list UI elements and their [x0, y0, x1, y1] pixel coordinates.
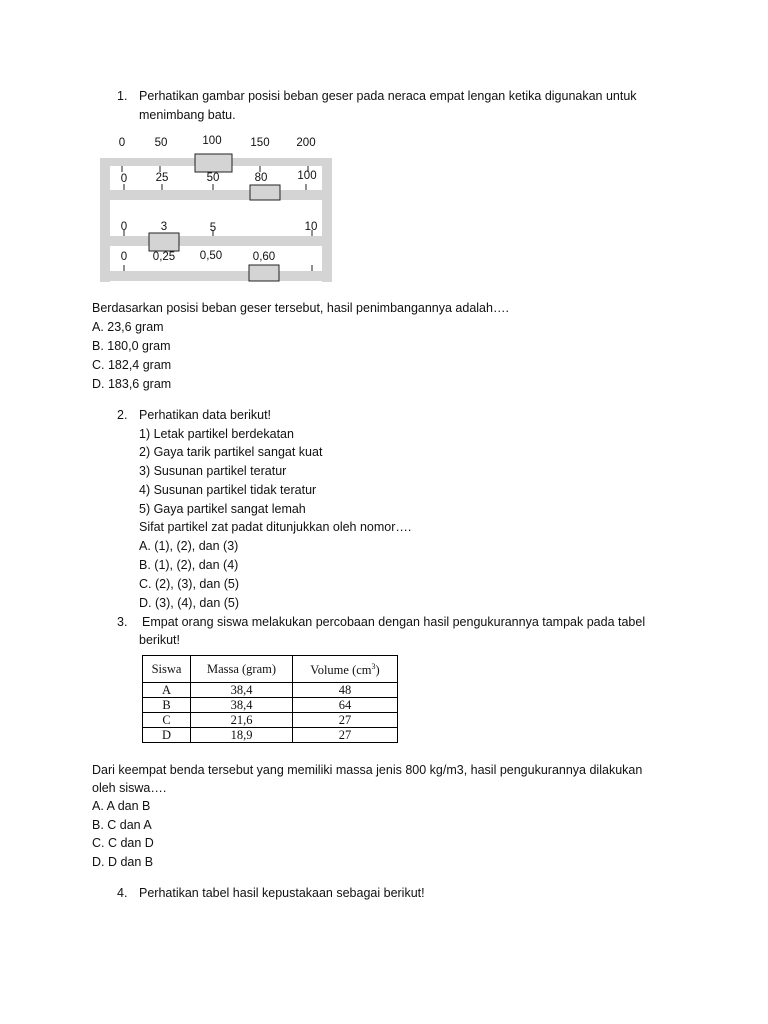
table-row	[143, 728, 398, 743]
frame-right-post	[322, 158, 332, 282]
q1-option-b: B. 180,0 gram	[92, 339, 171, 353]
cell-siswa: C	[143, 713, 191, 728]
arm3-bar	[100, 236, 332, 246]
cell-siswa: D	[143, 728, 191, 743]
cell-massa: 18,9	[191, 728, 293, 743]
q3-option-d: D. D dan B	[92, 855, 154, 869]
rider-arm3	[149, 233, 179, 251]
cell-massa: 38,4	[191, 698, 293, 713]
q2-item-1: 1) Letak partikel berdekatan	[139, 427, 294, 441]
q4-text-line1: Perhatikan tabel hasil kepustakaan sebagai berikut!	[139, 886, 425, 900]
q3-option-b: B. C dan A	[92, 818, 152, 832]
arm1-label-200: 200	[296, 137, 316, 149]
arm1-label-0: 0	[118, 137, 126, 149]
q2-option-d: D. (3), (4), dan (5)	[139, 596, 240, 610]
header-volume-text: Volume (cm	[310, 663, 372, 678]
cell-volume: 64	[293, 698, 398, 713]
header-volume	[293, 656, 398, 683]
arm3-label-10: 10	[304, 221, 318, 233]
q3-question-line1: Dari keempat benda tersebut yang memiliki massa jenis 800 kg/m3, hasil pengukurannya dilakukan	[92, 763, 643, 777]
table-row	[143, 683, 398, 698]
header-volume-exponent: 3	[371, 662, 376, 672]
frame-left-post	[100, 158, 110, 282]
q1-question: Berdasarkan posisi beban geser tersebut, hasil penimbangannya adalah….	[92, 301, 509, 315]
header-volume-close: )	[375, 663, 380, 678]
q3-number: 3.	[117, 615, 128, 629]
arm3-label-3: 3	[160, 221, 168, 233]
arm1-label-50: 50	[154, 137, 168, 149]
q1-option-a: A. 23,6 gram	[92, 320, 164, 334]
four-arm-balance-figure	[100, 132, 336, 282]
arm4-label-025: 0,25	[152, 251, 176, 263]
arm4-bar	[100, 271, 332, 281]
q2-intro: Perhatikan data berikut!	[139, 408, 272, 422]
cell-massa: 21,6	[191, 713, 293, 728]
q3-option-c: C. C dan D	[92, 836, 154, 850]
arm1-label-100: 100	[202, 135, 222, 147]
q3-text-line2: berikut!	[139, 633, 180, 647]
arm3-label-5: 5	[209, 222, 217, 234]
q1-option-c: C. 182,4 gram	[92, 358, 172, 372]
q2-item-3: 3) Susunan partikel teratur	[139, 464, 287, 478]
q3-question-line2: oleh siswa….	[92, 781, 167, 795]
arm2-label-50: 50	[206, 172, 220, 184]
q3-option-a: A. A dan B	[92, 799, 151, 813]
q4-number: 4.	[117, 886, 128, 900]
arm2-label-0: 0	[120, 173, 128, 185]
arm3-label-0: 0	[120, 221, 128, 233]
rider-arm4	[249, 265, 279, 281]
cell-volume: 48	[293, 683, 398, 698]
arm2-bar	[100, 190, 332, 200]
cell-siswa: A	[143, 683, 191, 698]
q2-option-b: B. (1), (2), dan (4)	[139, 558, 239, 572]
q2-option-a: A. (1), (2), dan (3)	[139, 539, 239, 553]
q2-option-c: C. (2), (3), dan (5)	[139, 577, 240, 591]
measurement-table	[142, 655, 398, 743]
q2-question: Sifat partikel zat padat ditunjukkan oleh nomor….	[139, 520, 412, 534]
q2-item-2: 2) Gaya tarik partikel sangat kuat	[139, 445, 323, 459]
arm4-label-060: 0,60	[252, 251, 276, 263]
q1-text-line2: menimbang batu.	[139, 108, 236, 122]
q1-text-line1: Perhatikan gambar posisi beban geser pada neraca empat lengan ketika digunakan untuk	[139, 89, 637, 103]
table-row	[143, 698, 398, 713]
header-massa: Massa (gram)	[191, 656, 293, 683]
header-siswa: Siswa	[143, 656, 191, 683]
table-header-row	[143, 656, 398, 683]
arm2-label-100: 100	[297, 170, 317, 182]
table-row	[143, 713, 398, 728]
q1-option-d: D. 183,6 gram	[92, 377, 172, 391]
q2-item-5: 5) Gaya partikel sangat lemah	[139, 502, 306, 516]
cell-volume: 27	[293, 728, 398, 743]
arm1-label-150: 150	[250, 137, 270, 149]
cell-siswa: B	[143, 698, 191, 713]
rider-arm2	[250, 185, 280, 200]
cell-massa: 38,4	[191, 683, 293, 698]
q1-number: 1.	[117, 89, 128, 103]
q3-text-line1: Empat orang siswa melakukan percobaan dengan hasil pengukurannya tampak pada tabel	[142, 615, 646, 629]
q2-item-4: 4) Susunan partikel tidak teratur	[139, 483, 317, 497]
arm4-label-050: 0,50	[199, 250, 223, 262]
q2-number: 2.	[117, 408, 128, 422]
arm2-label-80: 80	[254, 172, 268, 184]
arm2-label-25: 25	[155, 172, 169, 184]
cell-volume: 27	[293, 713, 398, 728]
arm4-label-0: 0	[120, 251, 128, 263]
rider-arm1	[195, 154, 232, 172]
